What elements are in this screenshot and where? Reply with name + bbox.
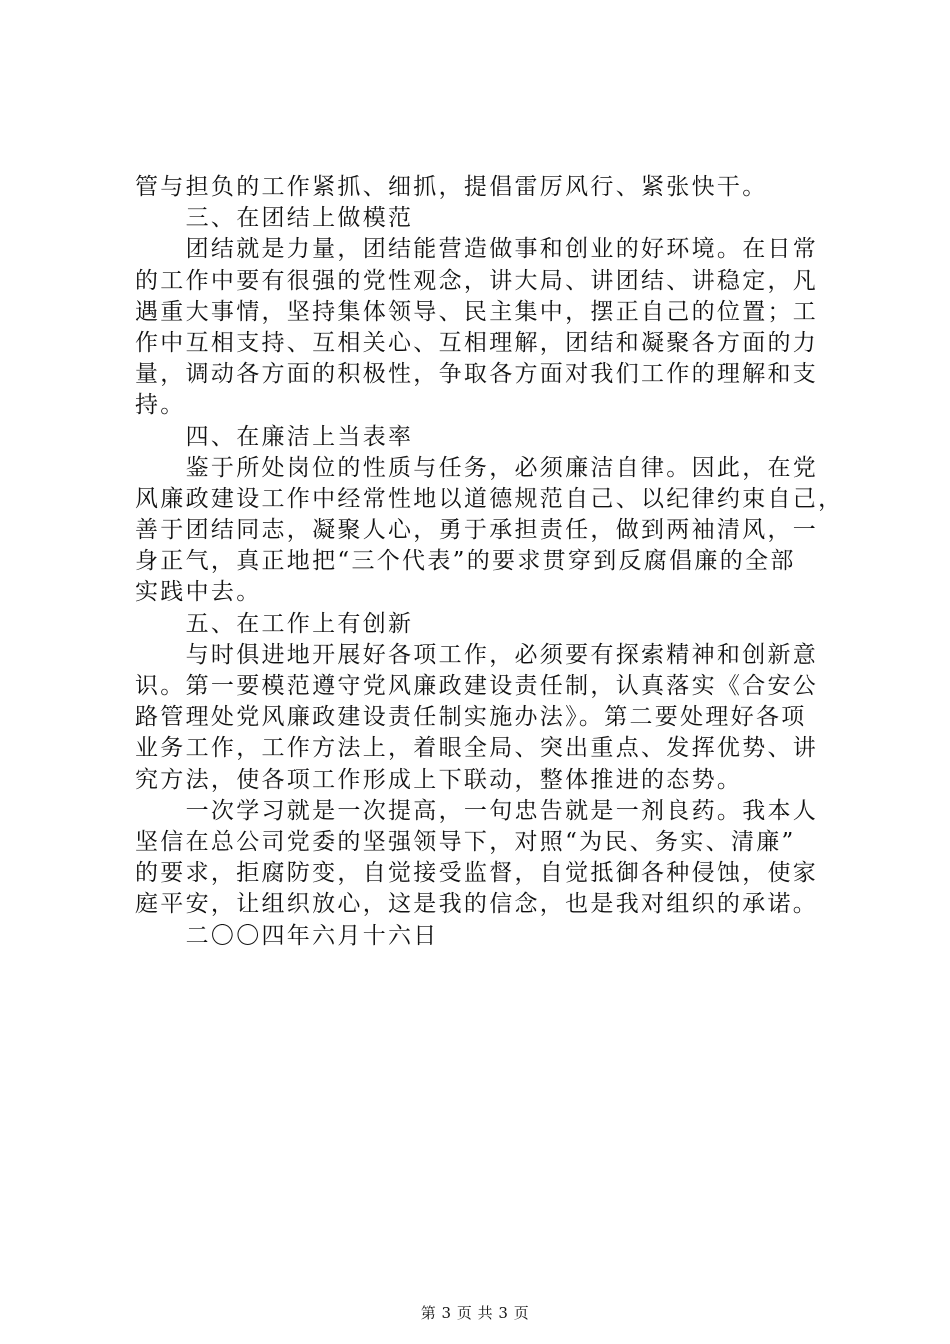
- document-body: [135, 172, 844, 952]
- text-line: 持。: [135, 392, 186, 419]
- text-line: 一次学习就是一次提高，一句忠告就是一剂良药。我本人: [135, 797, 819, 824]
- text-line: 作中互相支持、互相关心、互相理解，团结和凝聚各方面的力: [135, 329, 819, 356]
- text-line: 身正气，真正地把“三个代表”的要求贯穿到反腐倡廉的全部: [135, 548, 796, 575]
- text-line: 坚信在总公司党委的坚强领导下，对照“为民、务实、清廉”: [135, 828, 796, 855]
- text-line: 路管理处党风廉政建设责任制实施办法》。第二要处理好各项: [135, 704, 807, 731]
- text-line: 业务工作，工作方法上，着眼全局、突出重点、发挥优势、讲: [135, 735, 819, 762]
- section-heading: 三、在团结上做模范: [135, 205, 414, 232]
- text-line: 的要求，拒腐防变，自觉接受监督，自觉抵御各种侵蚀，使家: [135, 860, 819, 887]
- text-line: 管与担负的工作紧抓、细抓，提倡雷厉风行、紧张快干。: [135, 174, 768, 200]
- text-line: 与时俱进地开展好各项工作，必须要有探索精神和创新意: [135, 641, 819, 668]
- page-number-label: 第 3 页 共 3 页: [420, 1304, 530, 1322]
- text-line: 的工作中要有很强的党性观念，讲大局、讲团结、讲稳定，凡: [135, 267, 819, 294]
- text-line: 庭平安，让组织放心，这是我的信念，也是我对组织的承诺。: [135, 891, 819, 918]
- page-footer: [0, 1303, 950, 1323]
- date-line: 二〇〇四年六月十六日: [135, 922, 439, 949]
- text-line: 鉴于所处岗位的性质与任务，必须廉洁自律。因此，在党: [135, 454, 819, 481]
- text-line: 实践中去。: [135, 579, 262, 606]
- text-line: 究方法，使各项工作形成上下联动，整体推进的态势。: [135, 766, 743, 793]
- section-heading: 四、在廉洁上当表率: [135, 423, 414, 450]
- text-line: 遇重大事情，坚持集体领导、民主集中，摆正自己的位置；工: [135, 298, 819, 325]
- text-line: 量，调动各方面的积极性，争取各方面对我们工作的理解和支: [135, 361, 819, 388]
- text-line: 风廉政建设工作中经常性地以道德规范自己、以纪律约束自己，: [135, 485, 844, 512]
- text-line: 善于团结同志，凝聚人心，勇于承担责任，做到两袖清风，一: [135, 517, 819, 544]
- section-heading: 五、在工作上有创新: [135, 610, 414, 637]
- text-line: 识。第一要模范遵守党风廉政建设责任制，认真落实《合安公: [135, 673, 819, 699]
- text-line: 团结就是力量，团结能营造做事和创业的好环境。在日常: [135, 236, 819, 263]
